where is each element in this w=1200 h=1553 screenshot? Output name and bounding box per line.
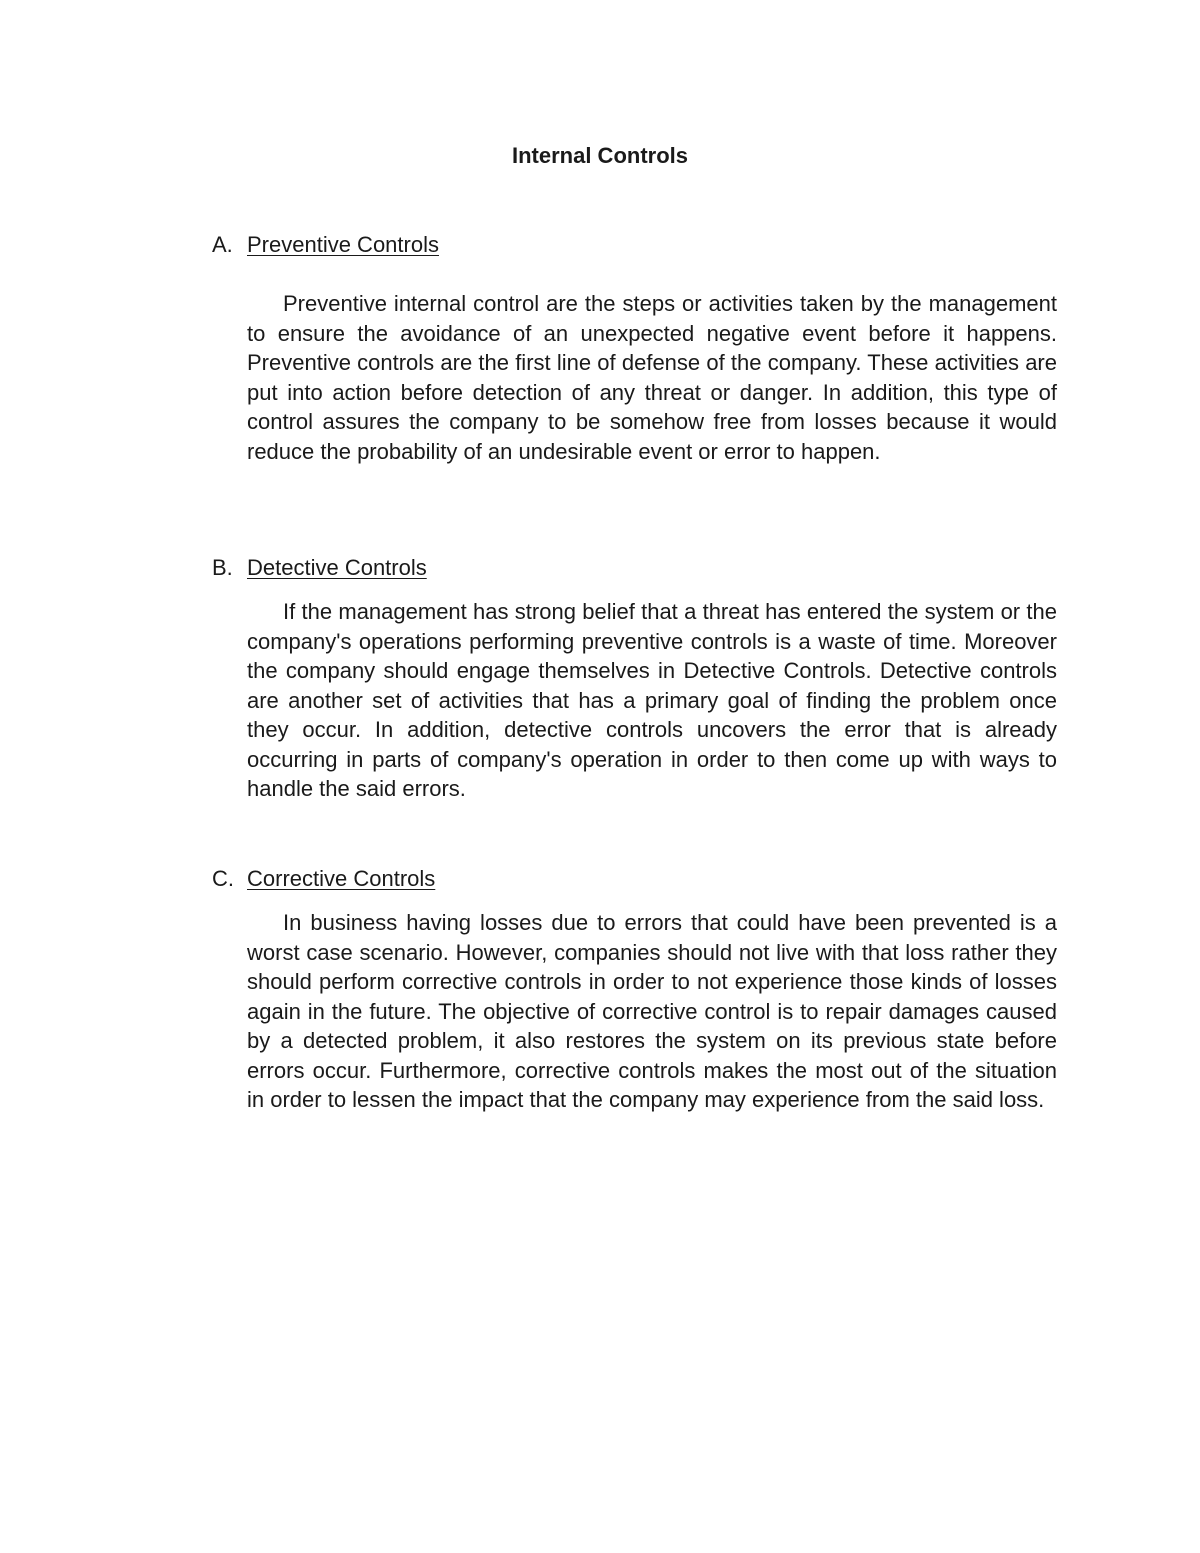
section-title: Detective Controls <box>247 555 427 580</box>
section-letter: C. <box>212 866 234 891</box>
section-body-paragraph: If the management has strong belief that a threat has entered the system or the company's operations performing preventive controls is a waste of time. Moreover the company should engage themselves in Detective Controls. Detective controls are another set of activities that has a primary goal of finding the problem once they occur. In addition, detective controls uncovers the error that is already occurring in parts of company's operation in order to then come up with ways to handle the said errors. <box>247 599 1057 801</box>
section-title: Corrective Controls <box>247 866 436 891</box>
section-letter: B. <box>212 555 233 580</box>
section-heading <box>212 553 1057 583</box>
section-body-paragraph: Preventive internal control are the steps or activities taken by the management to ensure the avoidance of an unexpected negative event before it happens. Preventive controls are the first line of defense of the company. These activities are put into action before detection of any threat or danger. In addition, this type of control assures the company to be somehow free from losses because it would reduce the probability of an undesirable event or error to happen. <box>247 291 1057 464</box>
section-corrective-controls <box>212 864 1057 1115</box>
section-preventive-controls <box>212 230 1057 466</box>
section-heading <box>212 864 1057 894</box>
section-detective-controls <box>212 553 1057 804</box>
section-heading <box>212 230 1057 260</box>
document-title: Internal Controls <box>511 143 688 168</box>
section-title: Preventive Controls <box>247 232 439 257</box>
section-body-paragraph: In business having losses due to errors that could have been prevented is a worst case scenario. However, companies should not live with that loss rather they should perform corrective controls in order to not experience those kinds of losses again in the future. The objective of corrective control is to repair damages caused by a detected problem, it also restores the system on its previous state before errors occur. Furthermore, corrective controls makes the most out of the situation in order to lessen the impact that the company may experience from the said loss. <box>247 910 1057 1112</box>
section-letter: A. <box>212 232 233 257</box>
